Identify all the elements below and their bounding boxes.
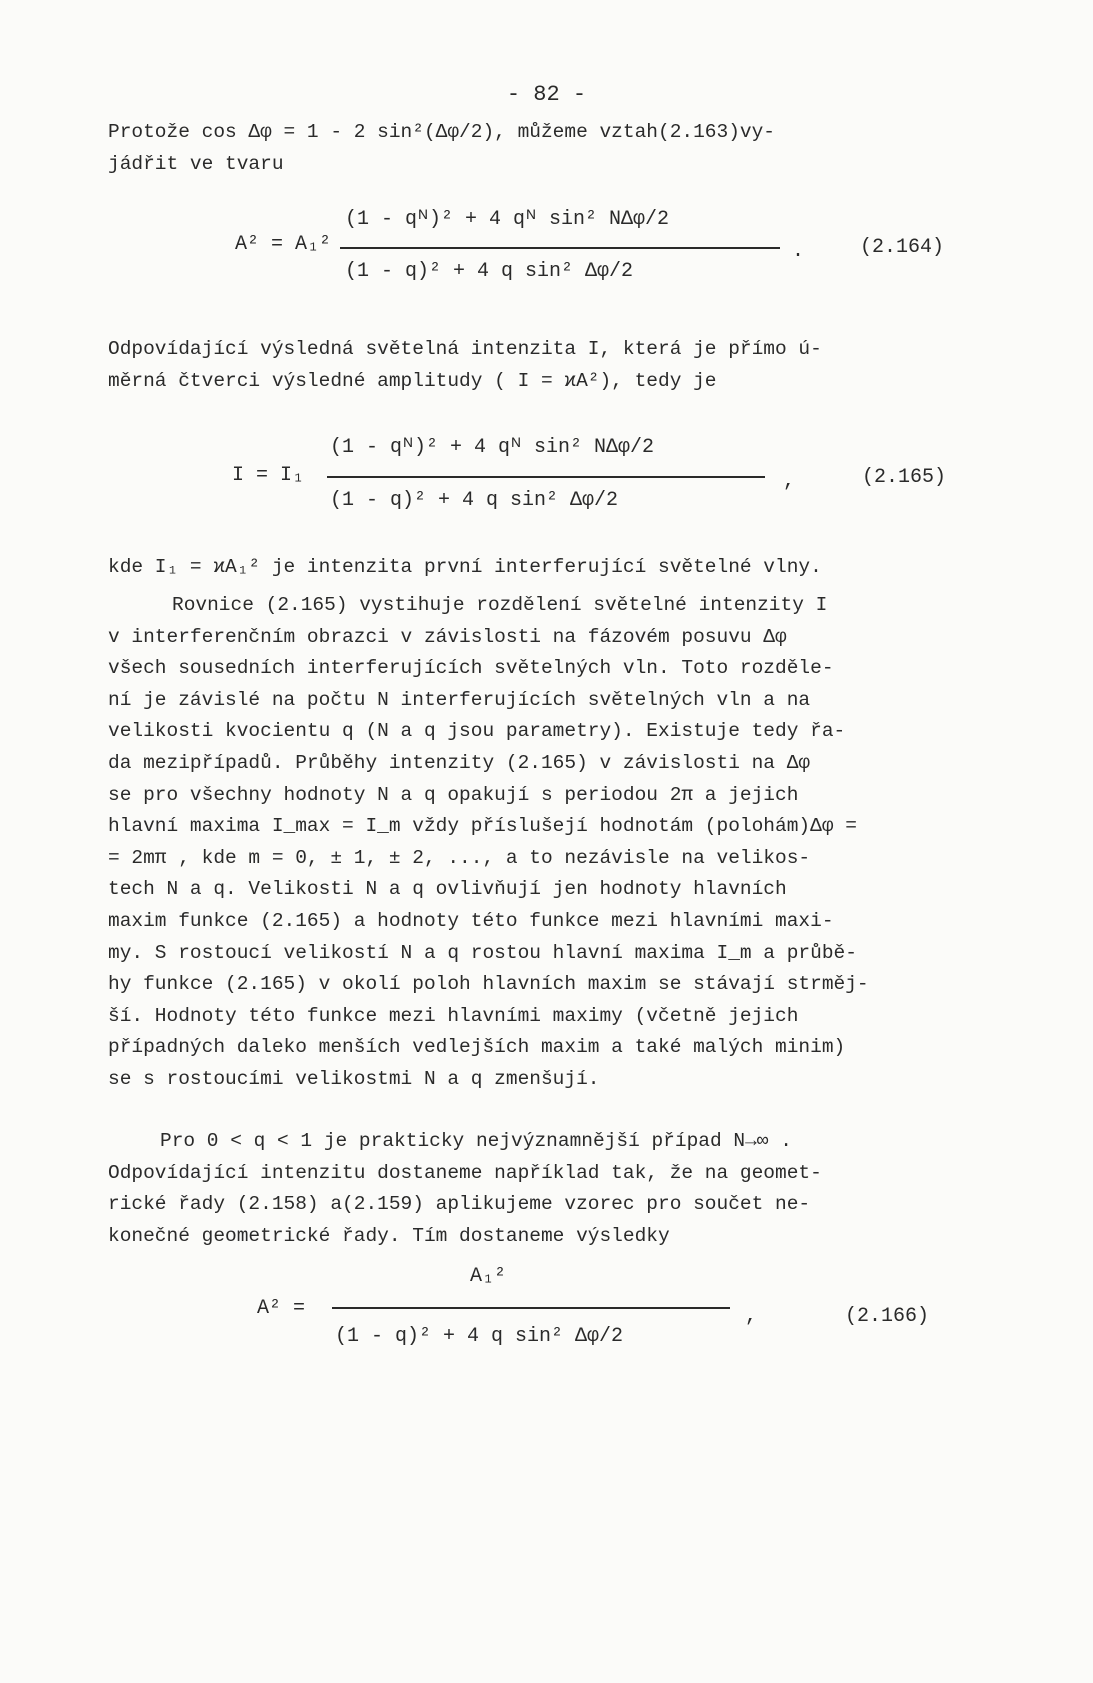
equation-denominator: (1 - q)² + 4 q sin² Δφ/2 — [330, 489, 619, 512]
equation-number: (2.164) — [860, 236, 945, 259]
text-line: ší. Hodnoty této funkce mezi hlavními maximy (včetně jejich — [108, 1004, 799, 1027]
text-line: = 2mπ , kde m = 0, ± 1, ± 2, ..., a to nezávisle na velikos- — [108, 846, 811, 869]
fraction-bar — [332, 1307, 730, 1309]
text-line: Odpovídající intenzitu dostaneme například tak, že na geomet- — [108, 1161, 822, 1184]
text-line: hy funkce (2.165) v okolí poloh hlavních maxim se stávají strměj- — [108, 973, 869, 996]
text-line: maxim funkce (2.165) a hodnoty této funkce mezi hlavními maxi- — [108, 909, 834, 932]
text-line: velikosti kvocientu q (N a q jsou parametry). Existuje tedy řa- — [108, 720, 846, 743]
text-line: hlavní maxima I_max = I_m vždy příslušejí hodnotám (polohám)Δφ = — [108, 815, 857, 838]
text-line: se pro všechny hodnoty N a q opakují s periodou 2π a jejich — [108, 783, 799, 806]
equation-numerator: (1 - qᴺ)² + 4 qᴺ sin² NΔφ/2 — [330, 436, 655, 459]
text-line: Pro 0 < q < 1 je prakticky nejvýznamnější případ N→∞ . — [160, 1130, 792, 1152]
equation-punctuation: . — [792, 240, 805, 263]
equation-denominator: (1 - q)² + 4 q sin² Δφ/2 — [335, 1325, 624, 1348]
text-line: ní je závislé na počtu N interferujících světelných vln a na — [108, 688, 811, 711]
equation-number: (2.165) — [862, 466, 947, 489]
text-line: konečné geometrické řady. Tím dostaneme výsledky — [108, 1224, 670, 1247]
equation-numerator: (1 - qᴺ)² + 4 qᴺ sin² NΔφ/2 — [345, 208, 670, 231]
equation-lhs: A² = A₁² — [235, 233, 332, 256]
equation-denominator: (1 - q)² + 4 q sin² Δφ/2 — [345, 260, 634, 283]
text-line: všech sousedních interferujících světelných vln. Toto rozděle- — [108, 657, 834, 680]
equation-numerator: A₁² — [470, 1265, 507, 1288]
text-line: jádřit ve tvaru — [108, 152, 284, 175]
text-line: Odpovídající výsledná světelná intenzita I, která je přímo ú- — [108, 338, 822, 360]
page-number: - 82 - — [506, 82, 587, 107]
text-line: da mezipřípadů. Průběhy intenzity (2.165) v závislosti na Δφ — [108, 751, 811, 774]
text-line: tech N a q. Velikosti N a q ovlivňují jen hodnoty hlavních — [108, 878, 787, 901]
fraction-bar — [340, 247, 780, 249]
text-line: Protože cos Δφ = 1 - 2 sin²(Δφ/2), můžeme vztah(2.163)vy- — [108, 121, 776, 143]
equation-number: (2.166) — [845, 1305, 930, 1328]
text-line: se s rostoucími velikostmi N a q zmenšují. — [108, 1067, 600, 1090]
equation-punctuation: , — [745, 1305, 758, 1328]
intro-paragraph — [108, 117, 1013, 180]
equation-lhs: I = I₁ — [232, 464, 305, 487]
equation-lhs: A² = — [257, 1297, 306, 1320]
text-line: měrná čtverci výsledné amplitudy ( I = ϰA²), tedy je — [108, 369, 717, 392]
text-line: případných daleko menších vedlejších maxim a také malých minim) — [108, 1036, 846, 1059]
fraction-bar — [327, 476, 765, 478]
paragraph-infinite-case — [108, 1126, 1013, 1252]
text-line: my. S rostoucí velikostí N a q rostou hlavní maxima I_m a průbě- — [108, 941, 857, 964]
paragraph-intensity — [108, 334, 1013, 397]
paragraph-distribution — [108, 590, 1013, 1096]
text-line: Rovnice (2.165) vystihuje rozdělení světelné intenzity I — [172, 594, 828, 616]
text-line: kde I₁ = ϰA₁² je intenzita první interferující světelné vlny. — [108, 556, 822, 578]
paragraph-where — [108, 552, 1013, 584]
text-line: v interferenčním obrazci v závislosti na fázovém posuvu Δφ — [108, 625, 787, 648]
equation-punctuation: , — [783, 470, 796, 493]
text-line: rické řady (2.158) a(2.159) aplikujeme vzorec pro součet ne- — [108, 1193, 811, 1216]
